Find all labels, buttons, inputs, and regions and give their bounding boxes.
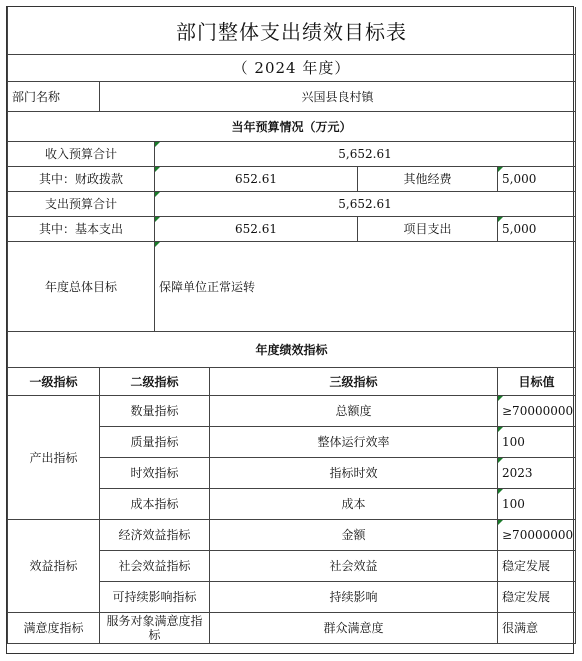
column-header-level1: 一级指标 <box>8 367 100 395</box>
target-cell: 100 <box>498 488 576 519</box>
level2-cell: 可持续影响指标 <box>100 581 210 612</box>
column-header-level3: 三级指标 <box>210 367 498 395</box>
target-cell: 2023 <box>498 457 576 488</box>
target-cell: 稳定发展 <box>498 581 576 612</box>
target-cell: ≥70000000 <box>498 395 576 426</box>
income-total-value: 5,652.61 <box>155 141 576 166</box>
level2-cell: 服务对象满意度指标 <box>100 612 210 643</box>
income-fiscal-label: 其中：财政拨款 <box>8 166 155 191</box>
performance-goal-sheet <box>6 6 574 654</box>
expense-basic-value: 652.61 <box>155 216 358 241</box>
level3-cell: 群众满意度 <box>210 612 498 643</box>
level1-cell: 产出指标 <box>8 395 100 519</box>
expense-basic-label: 其中：基本支出 <box>8 216 155 241</box>
dept-label: 部门名称 <box>8 81 100 111</box>
year-line: （ 2024 年度） <box>8 54 576 81</box>
expense-total-label: 支出预算合计 <box>8 191 155 216</box>
expense-project-label: 项目支出 <box>358 216 498 241</box>
level2-cell: 质量指标 <box>100 426 210 457</box>
income-total-label: 收入预算合计 <box>8 141 155 166</box>
level3-cell: 指标时效 <box>210 457 498 488</box>
indicators-header: 年度绩效指标 <box>8 331 576 367</box>
annual-goal-label: 年度总体目标 <box>8 241 155 331</box>
target-cell: ≥70000000 <box>498 519 576 550</box>
level1-cell: 效益指标 <box>8 519 100 612</box>
level2-cell: 时效指标 <box>100 457 210 488</box>
target-cell: 100 <box>498 426 576 457</box>
expense-total-value: 5,652.61 <box>155 191 576 216</box>
goal-table <box>7 7 576 644</box>
level3-cell: 持续影响 <box>210 581 498 612</box>
level2-cell: 成本指标 <box>100 488 210 519</box>
income-other-value: 5,000 <box>498 166 576 191</box>
level2-cell: 经济效益指标 <box>100 519 210 550</box>
expense-project-value: 5,000 <box>498 216 576 241</box>
level3-cell: 成本 <box>210 488 498 519</box>
level3-cell: 社会效益 <box>210 550 498 581</box>
income-fiscal-value: 652.61 <box>155 166 358 191</box>
target-cell: 稳定发展 <box>498 550 576 581</box>
income-other-label: 其他经费 <box>358 166 498 191</box>
level2-cell: 社会效益指标 <box>100 550 210 581</box>
column-header-target: 目标值 <box>498 367 576 395</box>
table-row <box>8 612 576 643</box>
level1-cell: 满意度指标 <box>8 612 100 643</box>
column-header-level2: 二级指标 <box>100 367 210 395</box>
dept-value: 兴国县良村镇 <box>100 81 576 111</box>
level2-cell: 数量指标 <box>100 395 210 426</box>
table-title: 部门整体支出绩效目标表 <box>8 7 576 54</box>
level3-cell: 金额 <box>210 519 498 550</box>
level3-cell: 总额度 <box>210 395 498 426</box>
budget-header: 当年预算情况（万元） <box>8 111 576 141</box>
table-row <box>8 519 576 550</box>
target-cell: 很满意 <box>498 612 576 643</box>
annual-goal-value: 保障单位正常运转 <box>155 241 576 331</box>
level3-cell: 整体运行效率 <box>210 426 498 457</box>
table-row <box>8 395 576 426</box>
